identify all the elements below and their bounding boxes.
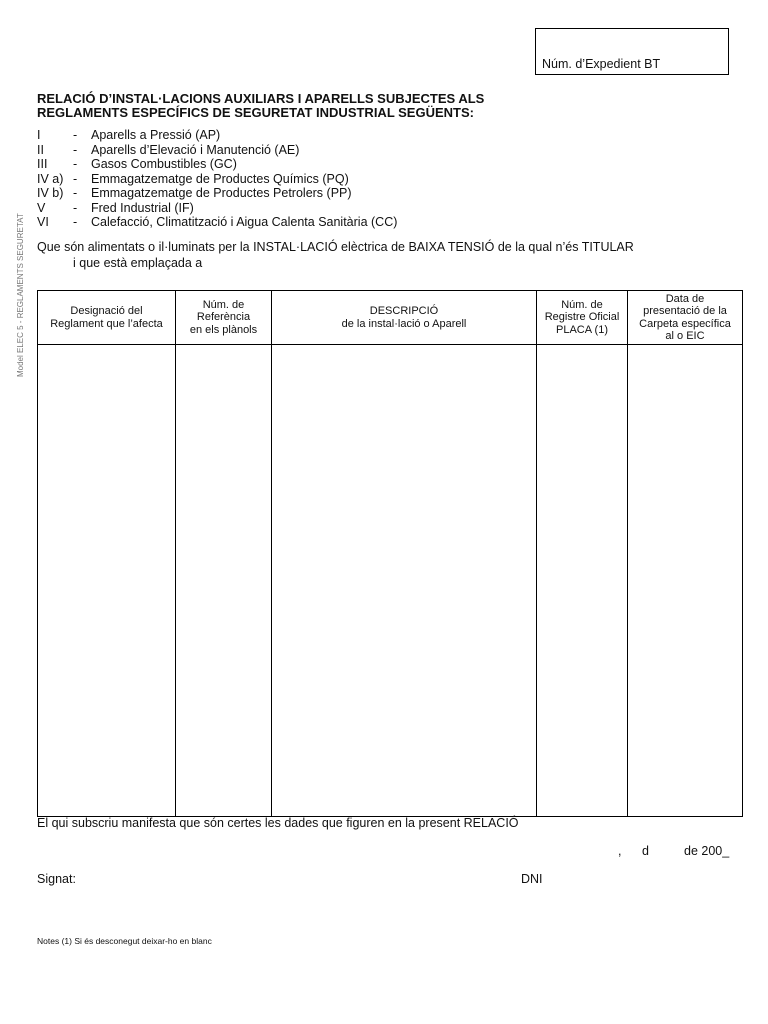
feed-statement-line-1: Que són alimentats o il·luminats per la INSTAL·LACIÓ elèctrica de BAIXA TENSIÓ de la qual n’és TITULAR	[37, 240, 634, 254]
regulation-dash: -	[73, 200, 78, 215]
cell-official-registry-number[interactable]	[537, 345, 628, 817]
table-header-row	[38, 291, 743, 345]
dni-label: DNI	[521, 872, 543, 886]
regulation-item	[37, 172, 397, 187]
regulation-name: Calefacció, Climatització i Aigua Calenta Sanitària (CC)	[91, 215, 398, 229]
regulation-list	[37, 128, 397, 230]
cell-regulation-designation[interactable]	[38, 345, 176, 817]
regulation-dash: -	[73, 142, 78, 157]
regulation-item	[37, 128, 397, 143]
installations-table	[37, 290, 743, 817]
regulation-dash: -	[73, 171, 78, 186]
regulation-name: Emmagatzematge de Productes Petrolers (PP)	[91, 186, 352, 200]
cell-submission-date[interactable]	[628, 345, 743, 817]
regulation-code: III	[37, 157, 48, 171]
regulation-dash: -	[73, 186, 78, 200]
regulation-dash: -	[73, 215, 78, 229]
footnote: Notes (1) Si és desconegut deixar-ho en blanc	[37, 936, 212, 946]
regulation-code: IV a)	[37, 171, 64, 186]
regulation-name: Aparells a Pressió (AP)	[91, 128, 221, 142]
regulation-code: VI	[37, 215, 49, 229]
regulation-name: Aparells d’Elevació i Manutenció (AE)	[91, 142, 300, 157]
regulation-dash: -	[73, 128, 78, 142]
cell-plan-reference-number[interactable]	[176, 345, 272, 817]
date-year-label: de 200_	[684, 844, 730, 858]
date-comma: ,	[618, 844, 622, 858]
regulation-code: I	[37, 128, 41, 142]
form-title	[37, 92, 484, 120]
regulation-item	[37, 143, 397, 158]
regulation-dash: -	[73, 157, 78, 171]
expedient-number-box[interactable]	[535, 28, 729, 75]
header-plan-reference-number: Núm. de Referència en els plànols	[176, 291, 272, 345]
header-regulation-designation: Designació del Reglament que l’afecta	[38, 291, 176, 345]
feed-statement-line-2: i que està emplaçada a	[73, 256, 203, 270]
expedient-number-label: Núm. d’Expedient BT	[542, 57, 661, 71]
header-description: DESCRIPCIÓ de la instal·lació o Aparell	[272, 291, 537, 345]
header-official-registry-number: Núm. de Registre Oficial PLACA (1)	[537, 291, 628, 345]
regulation-name: Fred Industrial (IF)	[91, 200, 194, 215]
regulation-code: V	[37, 200, 46, 215]
regulation-item	[37, 201, 397, 216]
regulation-code: IV b)	[37, 186, 64, 200]
regulation-item	[37, 186, 397, 201]
regulation-name: Emmagatzematge de Productes Químics (PQ)	[91, 171, 349, 186]
form-title-line-1: RELACIÓ D’INSTAL·LACIONS AUXILIARS I APARELLS SUBJECTES ALS	[37, 91, 485, 106]
header-submission-date: Data de presentació de la Carpeta específica al o EIC	[628, 291, 743, 345]
table-row	[38, 345, 743, 817]
model-side-label: Model ELEC 5 - REGLAMENTS SEGURETAT	[16, 213, 25, 377]
regulation-item	[37, 157, 397, 172]
regulation-item	[37, 215, 397, 230]
regulation-name: Gasos Combustibles (GC)	[91, 157, 237, 171]
signature-label: Signat:	[37, 872, 76, 886]
date-day-label: d	[642, 844, 649, 858]
cell-description[interactable]	[272, 345, 537, 817]
regulation-code: II	[37, 142, 44, 157]
form-title-line-2: REGLAMENTS ESPECÍFICS DE SEGURETAT INDUSTRIAL SEGÜENTS:	[37, 105, 474, 120]
declaration-text: El qui subscriu manifesta que són certes les dades que figuren en la present RELACIÓ	[37, 816, 519, 830]
